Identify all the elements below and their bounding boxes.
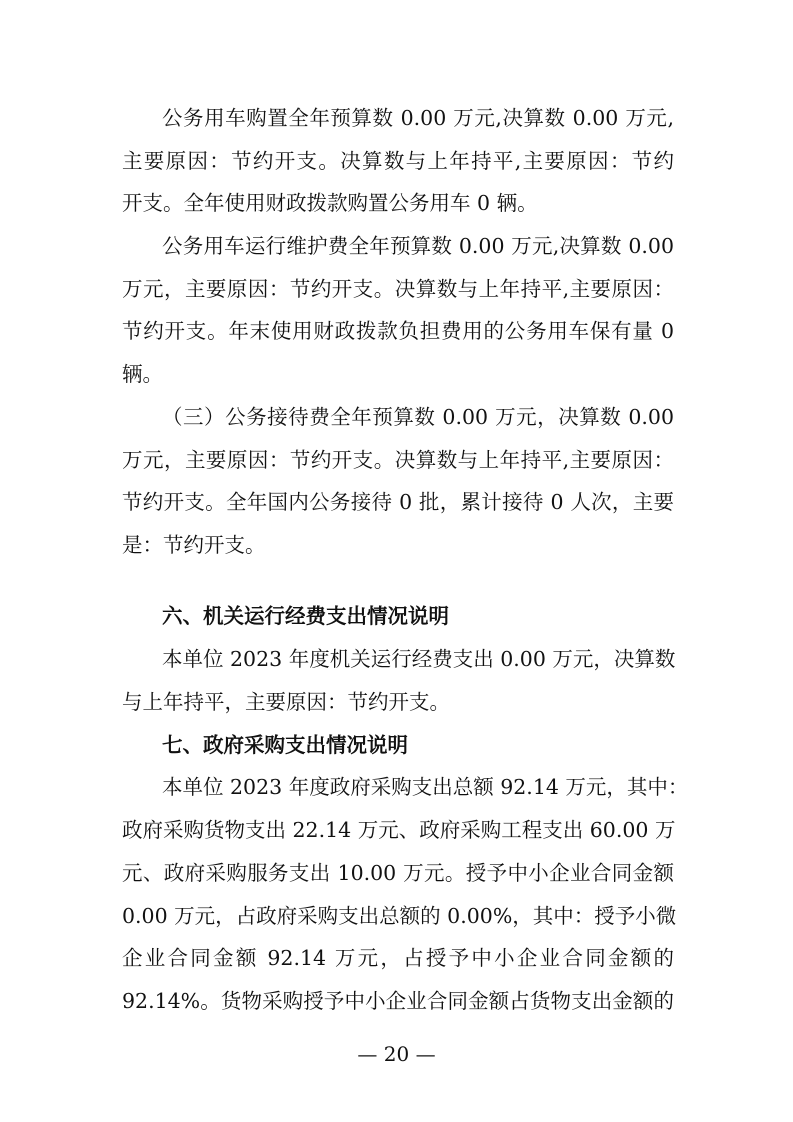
car-maintenance-line-4: 辆。 bbox=[122, 362, 163, 386]
car-purchase-line-2: 主要原因：节约开支。决算数与上年持平,主要原因：节约 bbox=[122, 149, 674, 173]
car-purchase-line-1: 公务用车购置全年预算数 0.00 万元,决算数 0.00 万元, bbox=[162, 106, 674, 130]
reception-line-3: 节约开支。全年国内公务接待 0 批，累计接待 0 人次，主要 bbox=[122, 490, 674, 514]
car-maintenance-line-3: 节约开支。年末使用财政拨款负担费用的公务用车保有量 0 bbox=[122, 319, 674, 343]
section6-line-2: 与上年持平，主要原因：节约开支。 bbox=[122, 690, 450, 714]
section7-heading: 七、政府采购支出情况说明 bbox=[162, 733, 408, 757]
section7-line-5: 企业合同金额 92.14 万元，占授予中小企业合同金额的 bbox=[122, 946, 674, 970]
section6-line-1: 本单位 2023 年度机关运行经费支出 0.00 万元，决算数 bbox=[162, 647, 676, 671]
page-number: — 20 — bbox=[357, 1042, 436, 1066]
reception-line-1: （三）公务接待费全年预算数 0.00 万元，决算数 0.00 bbox=[162, 405, 674, 429]
section7-line-1: 本单位 2023 年度政府采购支出总额 92.14 万元，其中： bbox=[162, 775, 689, 799]
section7-line-3: 元、政府采购服务支出 10.00 万元。授予中小企业合同金额 bbox=[122, 861, 674, 885]
section7-line-4: 0.00 万元，占政府采购支出总额的 0.00%，其中：授予小微 bbox=[122, 904, 677, 928]
reception-line-2: 万元，主要原因：节约开支。决算数与上年持平,主要原因： bbox=[122, 448, 674, 472]
reception-line-4: 是：节约开支。 bbox=[122, 533, 266, 557]
car-maintenance-line-1: 公务用车运行维护费全年预算数 0.00 万元,决算数 0.00 bbox=[162, 234, 674, 258]
section6-heading: 六、机关运行经费支出情况说明 bbox=[162, 604, 449, 628]
section7-line-2: 政府采购货物支出 22.14 万元、政府采购工程支出 60.00 万 bbox=[122, 818, 676, 842]
section7-line-6: 92.14%。货物采购授予中小企业合同金额占货物支出金额的 bbox=[122, 989, 674, 1013]
car-purchase-line-3: 开支。全年使用财政拨款购置公务用车 0 辆。 bbox=[122, 191, 538, 215]
car-maintenance-line-2: 万元，主要原因：节约开支。决算数与上年持平,主要原因： bbox=[122, 277, 674, 301]
